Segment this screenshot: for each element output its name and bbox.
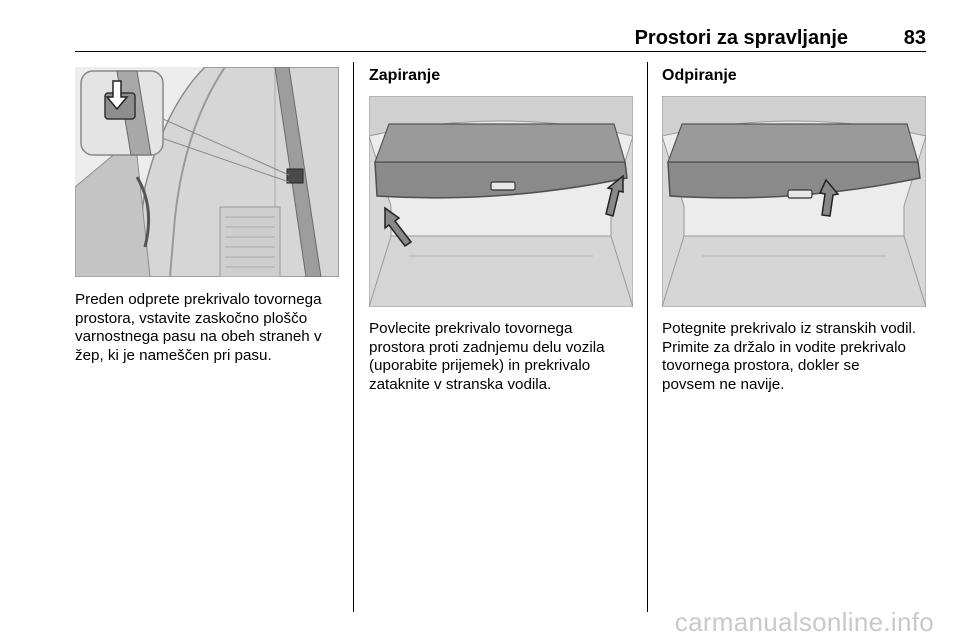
page-number: 83 bbox=[903, 27, 926, 49]
seatbelt-instruction-text: Preden odprete prekrivalo tovornega prostora, vstavite zaskočno ploščo varnostnega pasu na obeh straneh v žep, ki je nameščen pri pasu. bbox=[75, 291, 322, 364]
section-heading-opening: Odpiranje bbox=[662, 67, 737, 84]
page-header bbox=[75, 26, 926, 50]
seatbelt-plate-illustration bbox=[75, 67, 339, 277]
cover-opening-illustration bbox=[662, 96, 926, 307]
section-heading-closing: Zapiranje bbox=[369, 67, 441, 84]
page-title: Prostori za spravljanje bbox=[634, 27, 848, 49]
cover-closing-illustration bbox=[369, 96, 633, 307]
column-divider-2 bbox=[647, 62, 648, 612]
column-divider-1 bbox=[353, 62, 354, 612]
opening-instruction-text: Potegnite prekrivalo iz stranskih vodil. Primite za držalo in vodite prekrivalo tovornega prostora, dokler se povsem ne navije. bbox=[662, 320, 917, 393]
watermark: carmanualsonline.info bbox=[674, 607, 934, 637]
header-rule bbox=[75, 51, 926, 52]
closing-instruction-text: Povlecite prekrivalo tovornega prostora proti zadnjemu delu vozila (uporabite prijemek) in prekrivalo zataknite v stranska vodila. bbox=[369, 320, 605, 393]
